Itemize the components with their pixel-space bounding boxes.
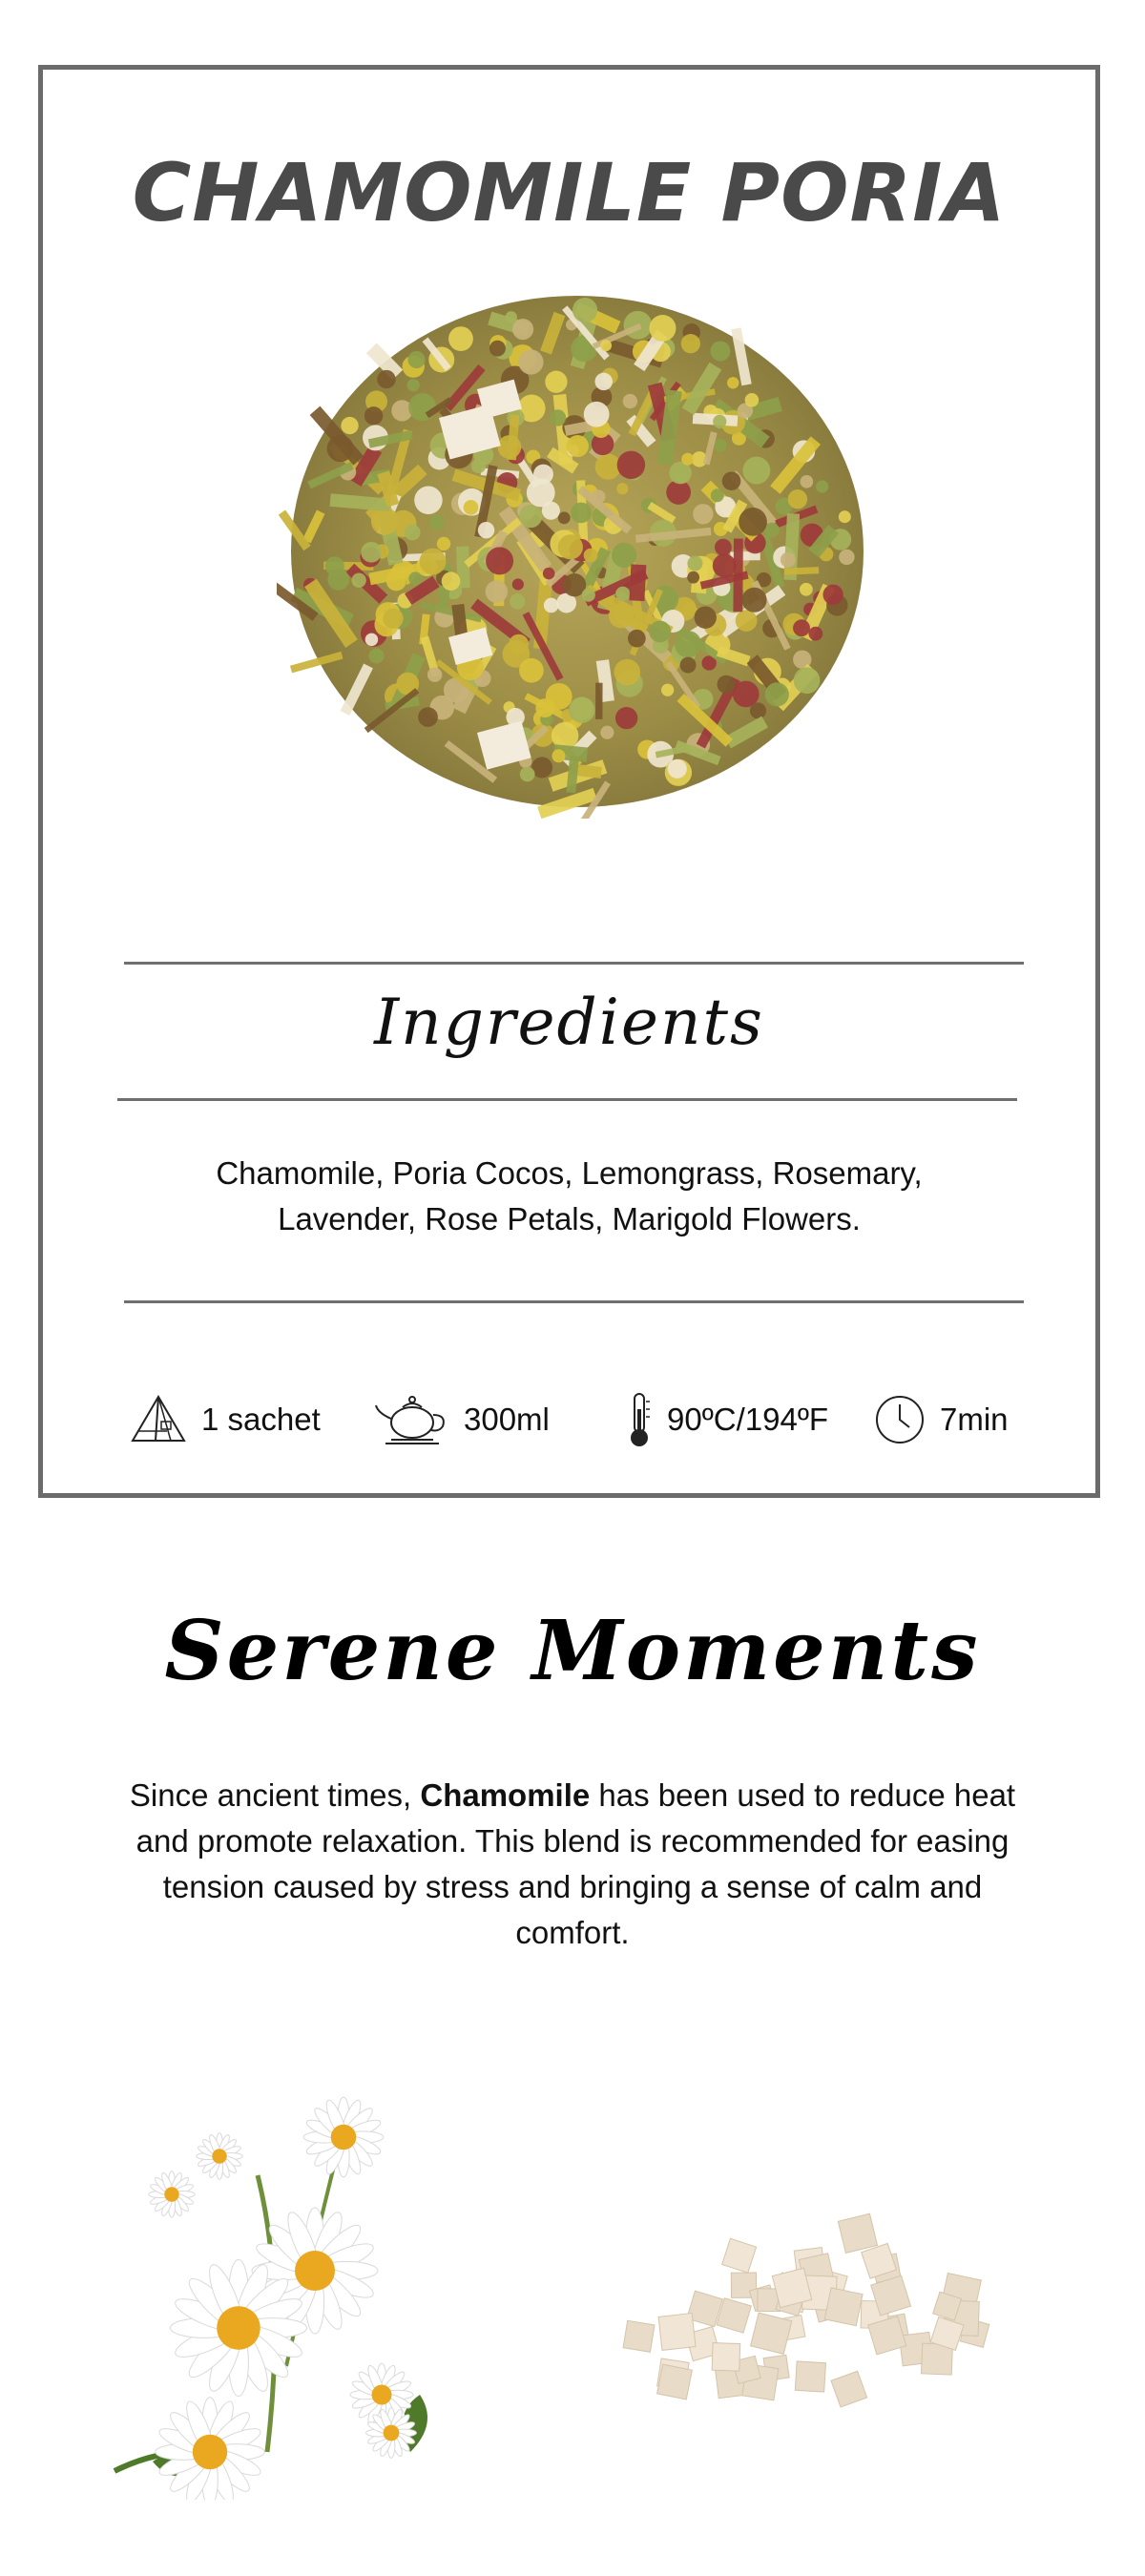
divider-middle: [117, 1098, 1017, 1101]
thermometer-icon: [625, 1390, 654, 1449]
ingredients-list: [110, 1151, 1029, 1242]
story-text-after: has been used to reduce heat and promote relaxation. This blend is recommended for easing tension caused by stress and bringing a sense of calm and comfort.: [135, 1777, 1016, 1950]
spec-water: [372, 1381, 550, 1458]
teapot-icon: [372, 1392, 450, 1447]
tea-bag-icon: [129, 1393, 188, 1446]
spec-quantity-label: 1 sachet: [201, 1402, 321, 1437]
story-text-before: Since ancient times,: [129, 1777, 421, 1813]
product-card: [38, 65, 1100, 1498]
ingredients-line-2: Lavender, Rose Petals, Marigold Flowers.: [278, 1201, 861, 1236]
spec-temperature: [625, 1381, 828, 1458]
ingredients-line-1: Chamomile, Poria Cocos, Lemongrass, Rosemary,: [216, 1155, 923, 1191]
story-highlight: Chamomile: [420, 1777, 591, 1813]
spec-temperature-label: 90ºC/194ºF: [667, 1402, 829, 1437]
divider-top: [124, 962, 1024, 965]
story-heading: Serene Moments: [164, 1603, 981, 1699]
ingredients-heading: Ingredients: [374, 986, 764, 1059]
tea-blend-image: [277, 275, 878, 819]
spec-time: [873, 1381, 1009, 1458]
product-title: CHAMOMILE PORIA: [132, 146, 1007, 239]
divider-bottom: [124, 1300, 1024, 1303]
story-text: [124, 1773, 1021, 1956]
spec-time-label: 7min: [940, 1402, 1009, 1437]
poria-cubes-image: [582, 2137, 1021, 2414]
spec-water-label: 300ml: [464, 1402, 550, 1437]
chamomile-flowers-image: [95, 2051, 525, 2500]
brewing-specs: [43, 1381, 1095, 1467]
spec-quantity: [129, 1381, 321, 1458]
clock-icon: [873, 1393, 926, 1446]
